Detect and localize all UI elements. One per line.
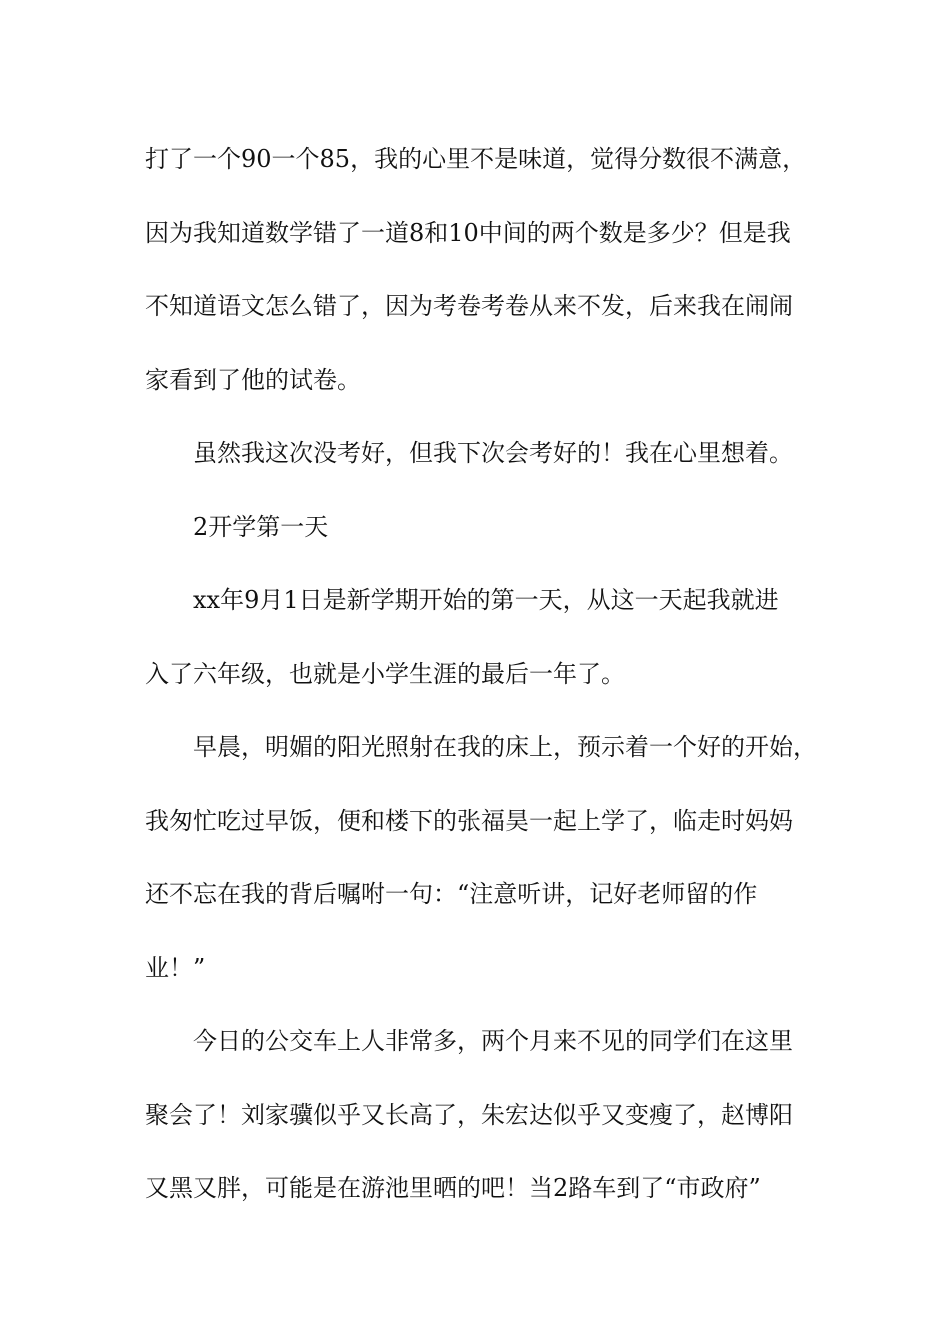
text-line-8: 入了六年级，也就是小学生涯的最后一年了。 [145,659,625,688]
text-line-14: 聚会了！刘家骥似乎又长高了，朱宏达似乎又变瘦了，赵博阳 [145,1100,793,1129]
text-line-1: 打了一个90一个85，我的心里不是味道，觉得分数很不满意， [145,145,807,173]
text-line-13: 今日的公交车上人非常多，两个月来不见的同学们在这里 [193,1027,793,1055]
text-line-12: 业！” [145,953,206,982]
text-line-3: 不知道语文怎么错了，因为考卷考卷从来不发，后来我在闹闹 [145,292,793,320]
section-heading: 2开学第一天 [193,512,329,541]
text-line-10: 我匆忙吃过早饭，便和楼下的张福昊一起上学了，临走时妈妈 [145,806,793,835]
document-body [145,123,835,1226]
text-line-7: xx年9月1日是新学期开始的第一天，从这一天起我就进 [193,586,779,614]
text-line-5: 虽然我这次没考好，但我下次会考好的！我在心里想着。 [193,439,793,467]
text-line-15: 又黑又胖，可能是在游池里晒的吧！当2路车到了“市政府” [145,1174,761,1202]
text-line-11: 还不忘在我的背后嘱咐一句：“注意听讲，记好老师留的作 [145,880,758,908]
text-line-9: 早晨，明媚的阳光照射在我的床上，预示着一个好的开始， [193,733,817,761]
text-line-4: 家看到了他的试卷。 [145,365,361,394]
text-line-2: 因为我知道数学错了一道8和10中间的两个数是多少？但是我 [145,218,791,247]
